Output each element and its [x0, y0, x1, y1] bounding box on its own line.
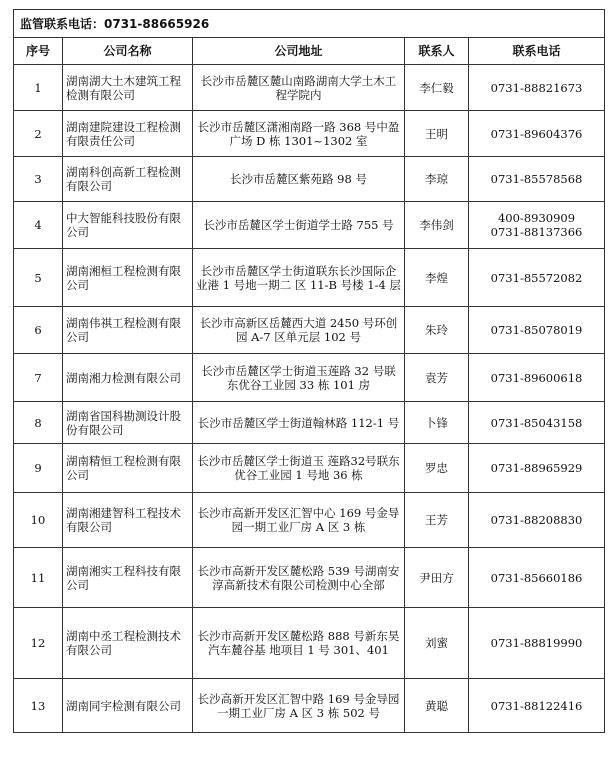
phone-number: 400-8930909: [497, 211, 576, 225]
contact-person: 王芳: [405, 493, 469, 548]
table-row: [14, 307, 605, 354]
company-address: 长沙市岳麓区紫苑路 98 号: [193, 157, 405, 202]
header-address: 公司地址: [193, 38, 405, 65]
phone-number: 0731-88137366: [490, 225, 583, 239]
contact-phone: [469, 354, 605, 402]
contact-phone: [469, 493, 605, 548]
row-number: 13: [14, 679, 63, 733]
contact-person: 王明: [405, 111, 469, 157]
row-number: 12: [14, 608, 63, 679]
company-address: 长沙市岳麓区麓山南路湖南大学土木工程学院内: [193, 65, 405, 111]
contact-person: 李煌: [405, 249, 469, 307]
row-number: 8: [14, 402, 63, 444]
phone-number: 0731-88819990: [490, 636, 583, 650]
row-number: 3: [14, 157, 63, 202]
contact-person: 尹田方: [405, 548, 469, 608]
company-address: 长沙市岳麓区学士街道玉 莲路32号联东优谷工业园 1 号地 36 栋: [193, 444, 405, 493]
company-address: 长沙市岳麓区潇湘南路一路 368 号中盈广场 D 栋 1301~1302 室: [193, 111, 405, 157]
contact-phone: [469, 157, 605, 202]
contact-person: 袁芳: [405, 354, 469, 402]
table-row: [14, 111, 605, 157]
phone-number: 0731-89600618: [490, 370, 583, 385]
row-number: 5: [14, 249, 63, 307]
table-header-row: [14, 38, 605, 65]
company-name: 湖南同宇检测有限公司: [63, 679, 193, 733]
company-name: 湖南湘实工程科技有限公司: [63, 548, 193, 608]
table-row: [14, 202, 605, 249]
contact-phone: [469, 307, 605, 354]
company-name: 湖南建院建设工程检测有限责任公司: [63, 111, 193, 157]
phone-number: 0731-89604376: [490, 126, 583, 141]
phone-number: 0731-85660186: [490, 570, 583, 585]
phone-number: 0731-88965929: [490, 461, 583, 475]
header-no: 序号: [14, 38, 63, 65]
contact-person: 朱玲: [405, 307, 469, 354]
company-name: 湖南湘桓工程检测有限公司: [63, 249, 193, 307]
company-address: 长沙市高新开发区汇智中心 169 号金导园一期工业厂房 A 区 3 栋: [193, 493, 405, 548]
table-row: [14, 249, 605, 307]
contact-person: 黄聪: [405, 679, 469, 733]
header-contact: 联系人: [405, 38, 469, 65]
table-row: [14, 679, 605, 733]
contact-phone: [469, 202, 605, 249]
table-row: [14, 65, 605, 111]
table-body: [14, 65, 605, 733]
contact-phone: [469, 679, 605, 733]
contact-person: 卜锋: [405, 402, 469, 444]
table-row: [14, 608, 605, 679]
contact-person: 李伟剑: [405, 202, 469, 249]
company-address: 长沙市岳麓区学士街道联东长沙国际企业港 1 号地一期二 区 11-B 号楼 1-4 层: [193, 249, 405, 307]
company-name: 湖南湘力检测有限公司: [63, 354, 193, 402]
table-row: [14, 548, 605, 608]
company-address: 长沙高新开发区汇智中路 169 号金导园一期工业厂房 A 区 3 栋 502 号: [193, 679, 405, 733]
contact-person: 李仁毅: [405, 65, 469, 111]
company-address: 长沙市岳麓区学士街道翰林路 112-1 号: [193, 402, 405, 444]
phone-number: 0731-88821673: [490, 80, 583, 95]
contact-person: 李琼: [405, 157, 469, 202]
contact-phone: [469, 402, 605, 444]
phone-number: 0731-85572082: [490, 270, 583, 285]
table-row: [14, 493, 605, 548]
table-row: [14, 157, 605, 202]
header-company: 公司名称: [63, 38, 193, 65]
company-address: 长沙市岳麓区学士街道学士路 755 号: [193, 202, 405, 249]
contact-phone: [469, 444, 605, 493]
company-name: 湖南科创高新工程检测有限公司: [63, 157, 193, 202]
table-row: [14, 354, 605, 402]
row-number: 7: [14, 354, 63, 402]
contact-phone: [469, 111, 605, 157]
phone-number: 0731-88208830: [490, 513, 583, 527]
phone-number: 0731-85578568: [490, 172, 583, 186]
row-number: 11: [14, 548, 63, 608]
contact-table: [13, 9, 605, 733]
row-number: 10: [14, 493, 63, 548]
company-name: 湖南中丞工程检测技术有限公司: [63, 608, 193, 679]
supervision-phone-line: 监管联系电话：0731-88665926: [14, 10, 605, 38]
company-address: 长沙市高新开发区麓松路 539 号湖南安淳高新技术有限公司检测中心全部: [193, 548, 405, 608]
row-number: 4: [14, 202, 63, 249]
header-phone: 联系电话: [469, 38, 605, 65]
table-row: [14, 402, 605, 444]
contact-person: 刘蜜: [405, 608, 469, 679]
company-address: 长沙市高新开发区麓松路 888 号新东昊汽车麓谷基 地项目 1 号 301、401: [193, 608, 405, 679]
contact-person: 罗忠: [405, 444, 469, 493]
company-name: 中大智能科技股份有限公司: [63, 202, 193, 249]
contact-phone: [469, 548, 605, 608]
contact-phone: [469, 65, 605, 111]
row-number: 2: [14, 111, 63, 157]
contact-phone: [469, 608, 605, 679]
contact-phone: [469, 249, 605, 307]
phone-number: 0731-85078019: [490, 323, 583, 337]
table-row: [14, 444, 605, 493]
row-number: 6: [14, 307, 63, 354]
row-number: 1: [14, 65, 63, 111]
phone-number: 0731-85043158: [490, 415, 583, 430]
phone-number: 0731-88122416: [490, 698, 583, 713]
company-name: 湖南精恒工程检测有限公司: [63, 444, 193, 493]
company-name: 湖南省国科勘测设计股份有限公司: [63, 402, 193, 444]
row-number: 9: [14, 444, 63, 493]
company-name: 湖南湘建智科工程技术有限公司: [63, 493, 193, 548]
company-name: 湖南伟祺工程检测有限公司: [63, 307, 193, 354]
company-address: 长沙市高新区岳麓西大道 2450 号环创园 A-7 区单元层 102 号: [193, 307, 405, 354]
company-address: 长沙市岳麓区学士街道玉莲路 32 号联东优谷工业园 33 栋 101 房: [193, 354, 405, 402]
company-name: 湖南湖大土木建筑工程检测有限公司: [63, 65, 193, 111]
